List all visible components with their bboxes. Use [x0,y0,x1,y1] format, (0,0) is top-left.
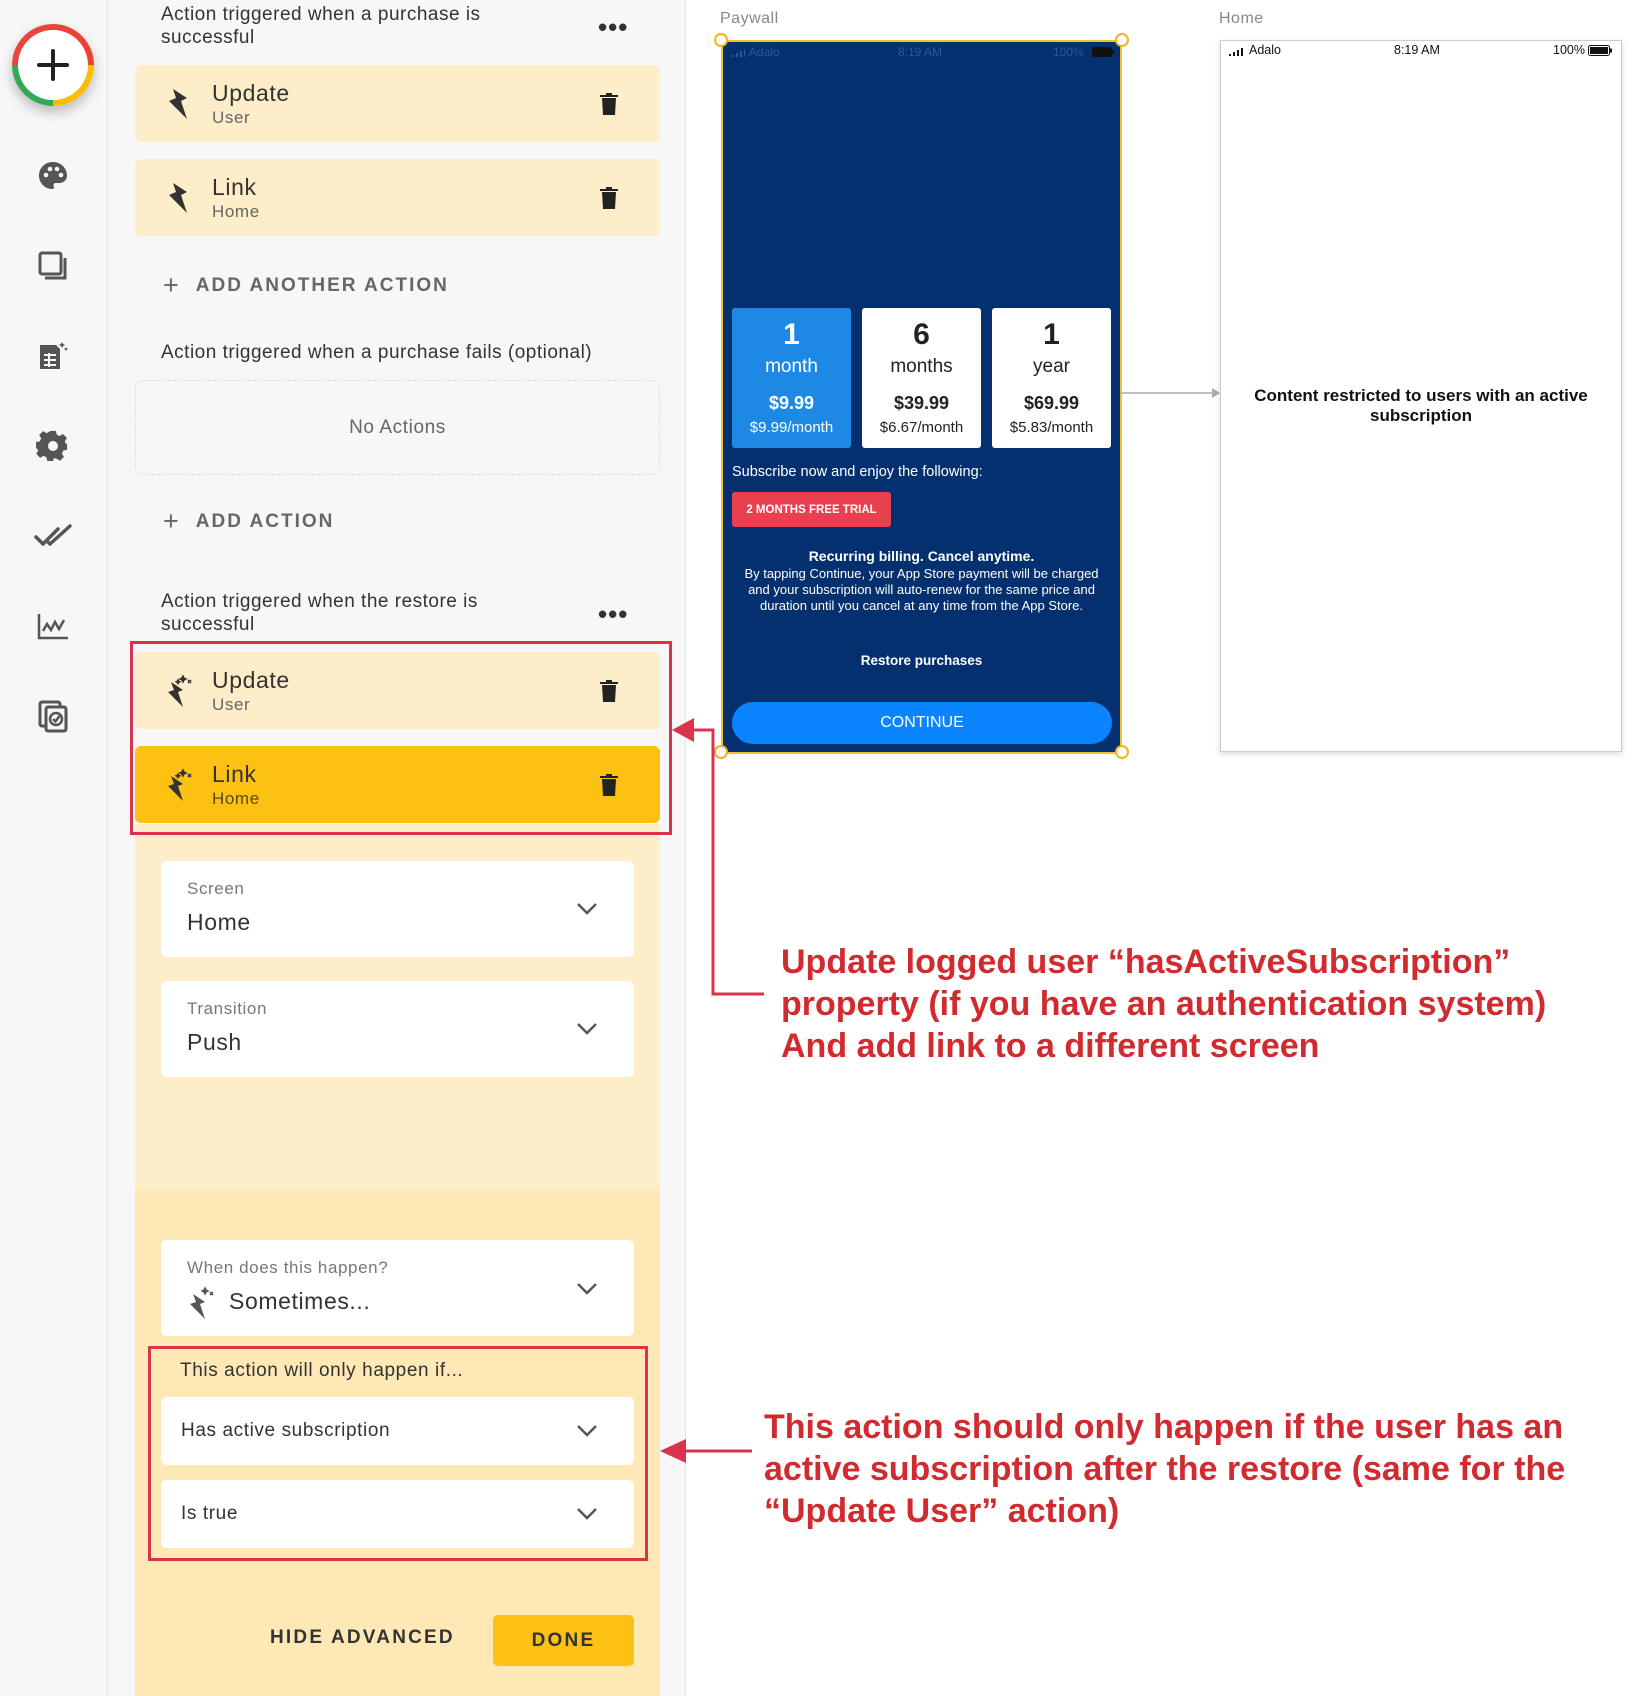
free-trial-badge: 2 MONTHS FREE TRIAL [732,492,891,527]
plan-card-1-year[interactable] [992,308,1111,448]
lightning-bolt-icon [167,87,193,121]
when-select[interactable] [161,1240,634,1336]
purchase-fails-heading: Action triggered when a purchase fails (optional) [161,342,593,363]
action-subtitle: User [212,108,251,127]
signal-icon [731,48,745,58]
screen-select[interactable] [161,861,634,957]
screens-icon[interactable] [32,245,74,287]
subscribe-text: Subscribe now and enjoy the following: [732,464,983,480]
purchase-success-more-button[interactable]: ••• [598,12,629,42]
add-action-label: ADD ACTION [195,511,335,532]
restore-success-more-button[interactable]: ••• [598,599,629,629]
billing-title: Recurring billing. Cancel anytime. [808,548,1035,564]
resize-handle[interactable] [1115,33,1129,47]
action-title: Link [212,174,257,200]
home-screen-label[interactable]: Home [1219,10,1264,27]
status-time: 8:19 AM [1394,43,1440,57]
plan-number: 1 [1043,318,1060,351]
status-carrier: Adalo [749,45,780,59]
hide-advanced-button[interactable]: HIDE ADVANCED [270,1627,455,1648]
plan-card-1-month[interactable] [732,308,851,448]
annotation-arrow-1 [668,706,768,1001]
paywall-screen-label[interactable]: Paywall [720,10,779,27]
when-value: Sometimes... [229,1288,371,1314]
annotation-2-line-3: “Update User” action) [764,1492,1120,1530]
gear-icon[interactable] [32,425,74,467]
annotation-text-1 [781,941,1546,1067]
plan-per-month: $6.67/month [879,419,964,436]
billing-body: By tapping Continue, your App Store payment will be charged and your subscription will auto-renew for the same price and duration until you cancel at any time from the App Store. [744,566,1099,613]
lightning-bolt-icon [167,181,193,215]
transition-label: Transition [187,999,268,1018]
signal-icon [1228,47,1244,57]
purchase-action-update-card[interactable] [135,65,660,142]
analytics-icon[interactable] [32,605,74,647]
add-component-button[interactable] [12,24,94,106]
purchase-success-heading: Action triggered when a purchase is successful [161,4,481,48]
versions-icon[interactable] [32,695,74,737]
add-action-button[interactable] [163,506,334,537]
plan-per-month: $5.83/month [1009,419,1094,436]
status-time: 8:19 AM [898,45,943,59]
condition-operator-value: Is true [181,1503,238,1524]
status-battery: 100% [1053,45,1084,59]
restricted-message: Content restricted to users with an active subscription [1254,386,1588,425]
annotation-2-line-1: This action should only happen if the user has an [764,1408,1564,1446]
annotation-text-2 [764,1406,1565,1532]
action-title: Update [212,667,290,693]
plan-unit: month [765,356,818,377]
screen-link-arrow [1120,386,1222,400]
chevron-down-icon [576,902,598,916]
plan-per-month: $9.99/month [749,419,834,436]
palette-icon[interactable] [32,155,74,197]
action-subtitle: Home [212,202,260,221]
condition-property-value: Has active subscription [181,1420,391,1441]
action-subtitle: User [212,695,251,714]
restore-success-heading: Action triggered when the restore is successful [161,591,478,635]
trash-icon[interactable] [599,186,619,210]
annotation-1-line-2: property (if you have an authentication system) [781,985,1547,1023]
continue-button[interactable]: CONTINUE [732,702,1112,744]
plus-icon: + [163,270,181,300]
plan-price: $69.99 [1023,393,1080,413]
status-battery: 100% [1553,43,1585,57]
condition-highlight [148,1346,648,1561]
annotation-1-line-1: Update logged user “hasActiveSubscription” [781,943,1511,981]
action-title: Update [212,80,290,106]
add-another-action-label: ADD ANOTHER ACTION [195,275,449,296]
restore-actions-highlight [130,641,672,835]
restore-purchases-link[interactable]: Restore purchases [860,653,983,668]
plan-number: 1 [783,318,800,351]
resize-handle[interactable] [1115,745,1129,759]
when-label: When does this happen? [187,1258,389,1277]
transition-value: Push [187,1029,242,1055]
battery-icon [1588,45,1612,56]
home-screen[interactable] [1220,40,1622,752]
add-another-action-button[interactable] [163,270,449,301]
plan-number: 6 [913,318,930,351]
plan-price: $39.99 [893,393,950,413]
plan-card-6-months[interactable] [862,308,981,448]
screen-label: Screen [187,879,245,898]
plan-unit: months [890,356,953,377]
chevron-down-icon [576,1022,598,1036]
plan-unit: year [1033,356,1070,377]
annotation-1-line-3: And add link to a different screen [781,1027,1320,1065]
action-title: Link [212,761,257,787]
chevron-down-icon [576,1282,598,1296]
action-subtitle: Home [212,789,260,808]
trash-icon[interactable] [599,92,619,116]
paywall-screen[interactable] [721,40,1122,754]
annotation-arrow-2 [656,1436,754,1466]
screen-value: Home [187,909,251,935]
no-actions-placeholder: No Actions [135,380,660,475]
transition-select[interactable] [161,981,634,1077]
plus-icon [18,30,88,100]
battery-icon [1092,47,1114,57]
conditional-bolt-icon [189,1286,215,1320]
done-button[interactable]: DONE [493,1615,634,1666]
status-carrier: Adalo [1249,43,1281,57]
publish-check-icon[interactable] [32,515,74,557]
condition-heading: This action will only happen if... [180,1360,464,1381]
database-icon[interactable] [32,335,74,377]
plan-price: $9.99 [768,393,815,413]
plus-icon: + [163,506,181,536]
resize-handle[interactable] [714,33,728,47]
purchase-action-link-card[interactable] [135,159,660,236]
annotation-2-line-2: active subscription after the restore (same for the [764,1450,1566,1488]
